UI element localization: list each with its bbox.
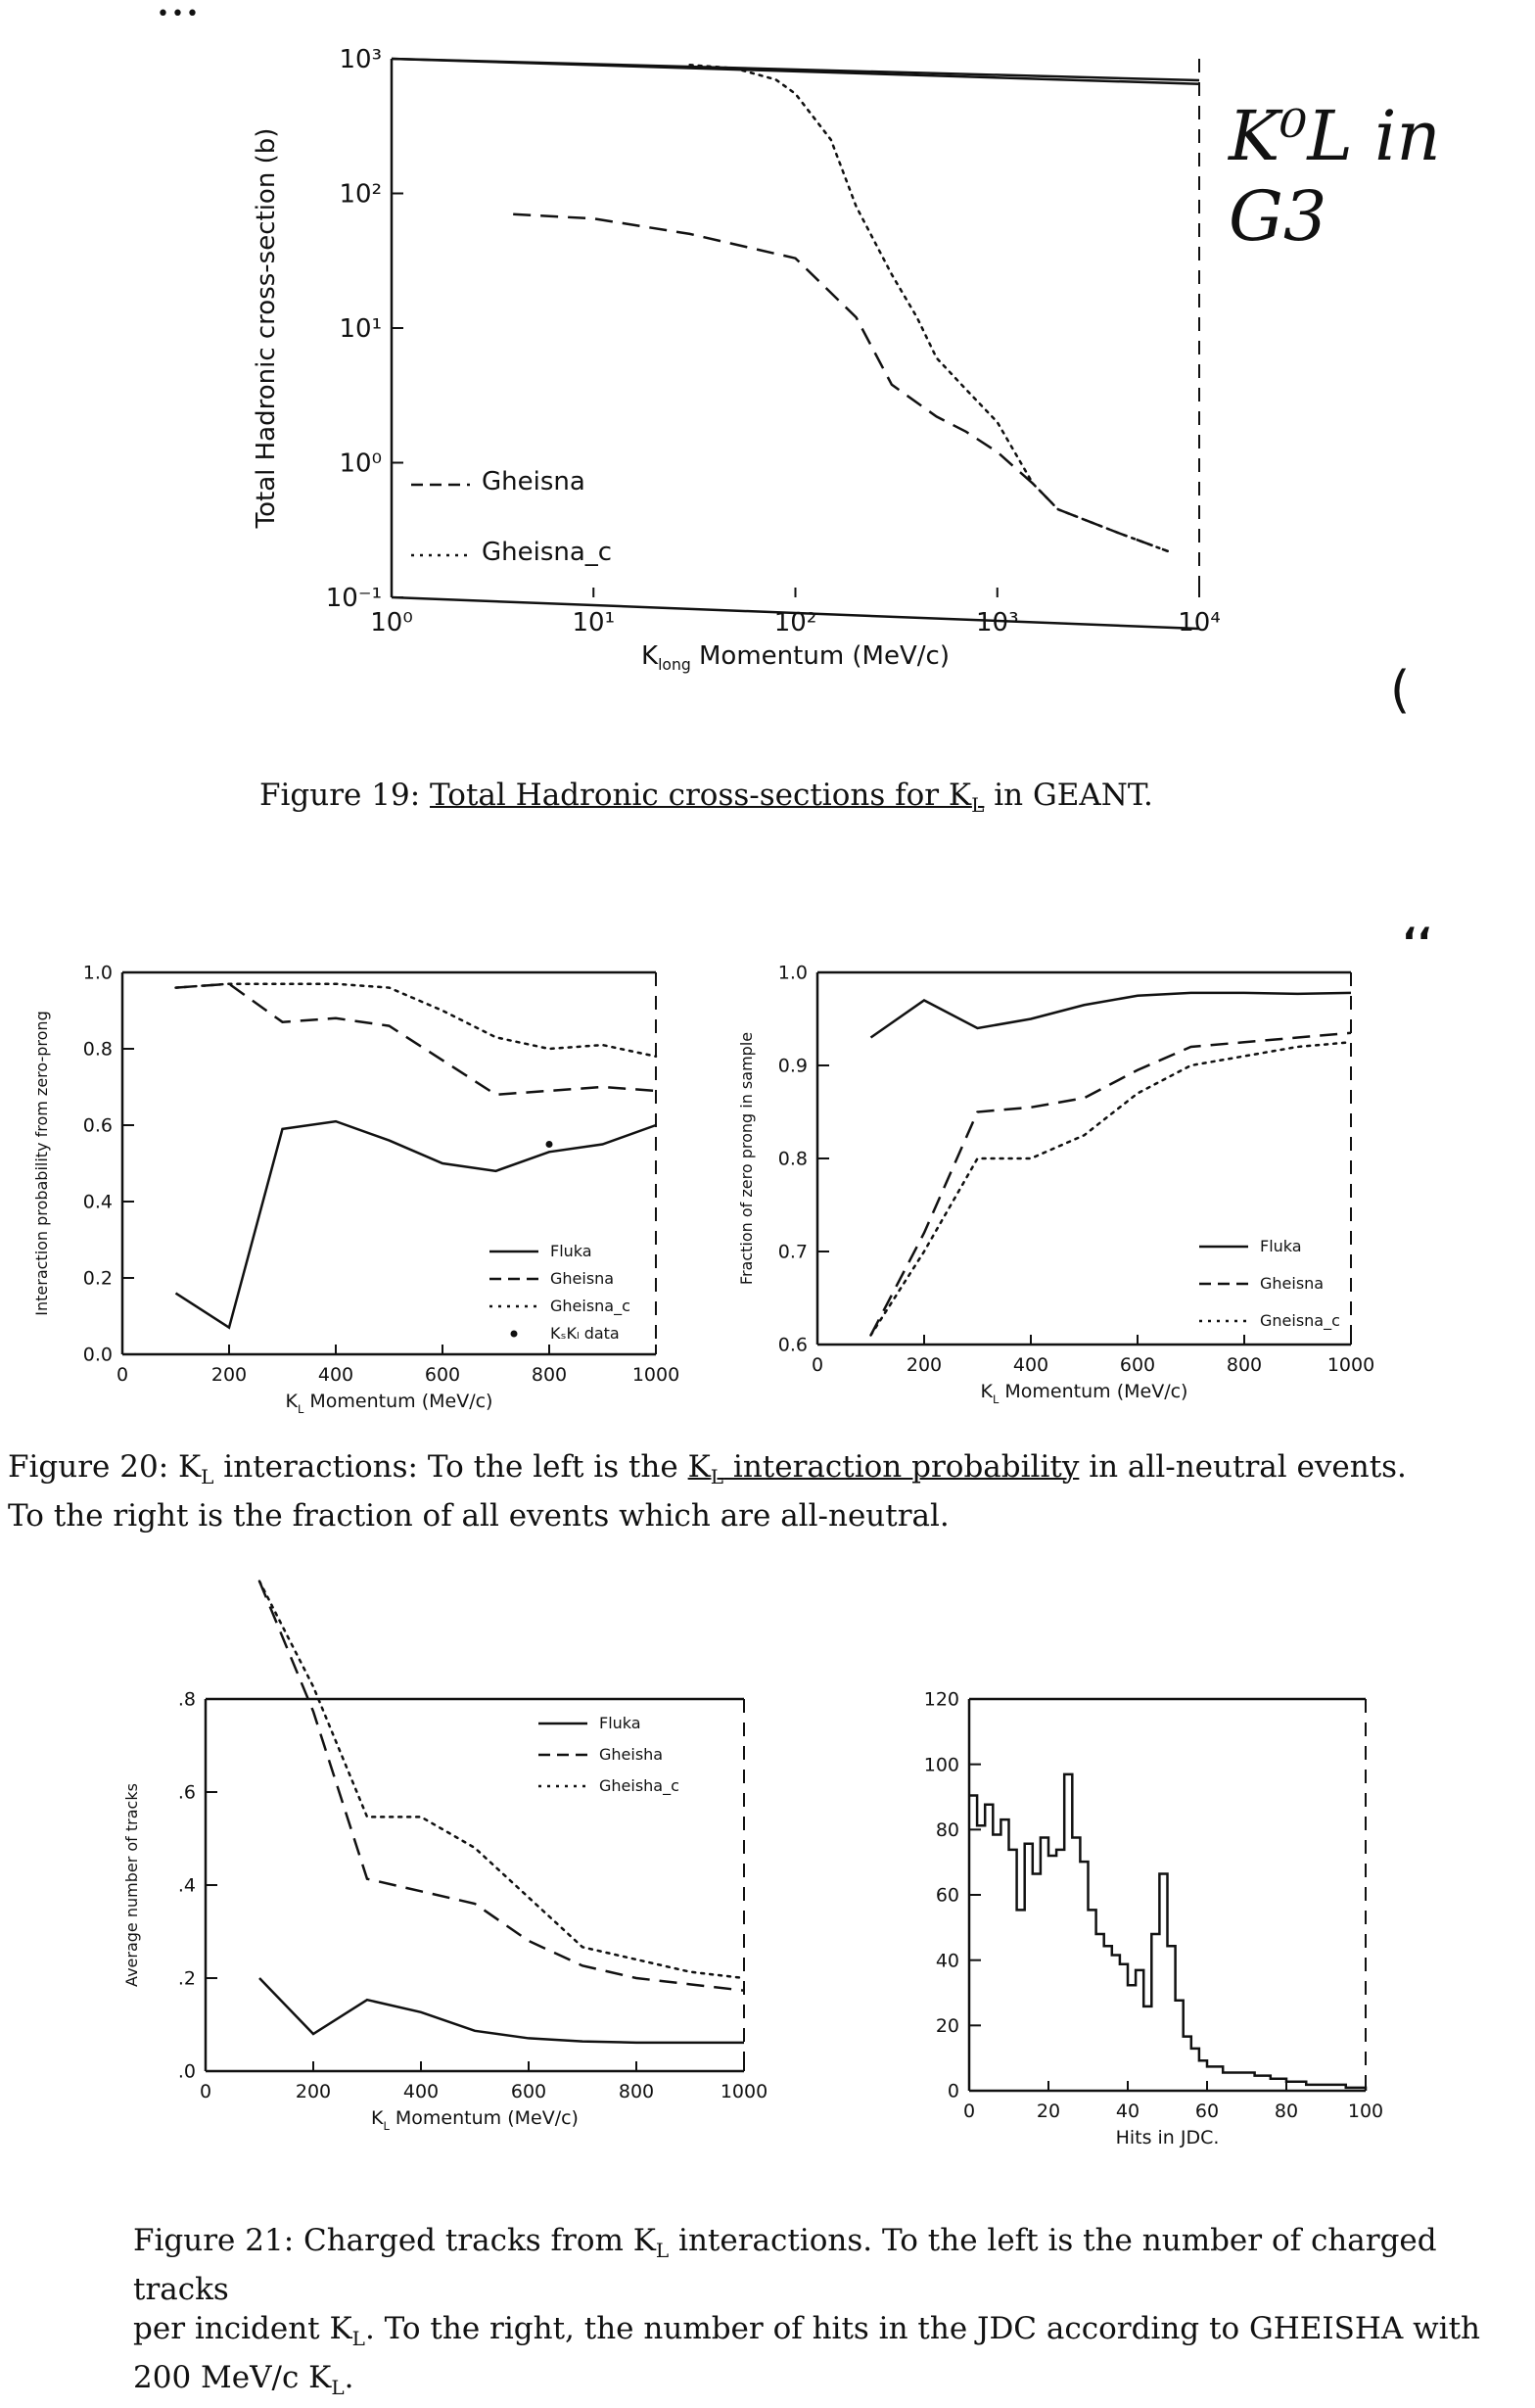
x-tick-label: 400 [1012,1354,1049,1376]
x-tick-label: 800 [618,2081,655,2102]
x-tick-label: 0 [116,1364,129,1386]
series-gheisha-c [690,65,1168,551]
x-tick-label: 40 [1115,2101,1140,2122]
x-tick-label: 10⁴ [1178,608,1221,637]
legend-label: Fluka [550,1242,592,1260]
y-tick-label: 0.7 [777,1241,808,1263]
legend-label: Fluka [599,1714,641,1732]
y-tick-label: 0.4 [82,1191,113,1213]
x-tick-label: 0 [962,2101,976,2122]
handwritten-note: K⁰L in G3 [1229,96,1441,257]
legend-label: Gheisha_c [599,1776,679,1795]
figure-19-caption: Figure 19: Total Hadronic cross-sections for $K_L$ in GEANT. [259,778,1153,818]
y-tick-label: 60 [935,1884,959,1907]
y-tick-label: 0 [947,2080,959,2102]
legend-label: Gheisna_c [482,538,613,567]
margin-paren-mark: ( [1390,661,1411,720]
legend-label: Gheisna_c [550,1297,630,1315]
y-tick-label: 0.6 [777,1334,808,1356]
x-tick-label: 10⁰ [370,608,413,637]
legend-marker [511,1331,518,1338]
figure-20-caption: Figure 20: $K_L$ interactions: To the left is the $K_L$ interaction probability in all-neutral events. To the right is the fraction of all events which are all-neutral. [8,1449,1407,1535]
y-tick-label: 0.2 [82,1267,113,1290]
x-axis-label: $K_{long}$ Momentum (MeV/c) [641,641,950,674]
y-tick-label: 20 [935,2014,959,2037]
y-tick-label: 10⁰ [339,449,382,479]
series-gheisha-c [176,984,657,1057]
x-tick-label: 1000 [720,2081,768,2102]
y-tick-label: 0.9 [777,1055,808,1077]
y-axis-label: Total Hadronic cross-section (b) [252,127,281,529]
series-fluka [259,1978,744,2043]
y-tick-label: 0.8 [82,1038,113,1061]
x-axis-label: $K_L$ Momentum (MeV/c) [371,2107,579,2133]
y-axis-label: Average number of tracks [122,1783,141,1987]
series-gheisha [176,984,657,1095]
y-tick-label: 10² [339,179,382,210]
data-point-k-k-data [546,1141,553,1148]
x-tick-label: 600 [510,2081,547,2102]
x-tick-label: 800 [1226,1354,1263,1376]
y-tick-label: 1.0 [777,962,808,984]
y-tick-label: .6 [177,1781,196,1804]
y-tick-label: .2 [177,1967,196,1990]
y-tick-label: 40 [935,1950,959,1972]
y-tick-label: 1.0 [82,962,113,984]
x-tick-label: 0 [199,2081,212,2102]
y-tick-label: 0.8 [777,1148,808,1170]
y-tick-label: 10³ [339,45,382,75]
x-tick-label: 80 [1274,2101,1299,2122]
x-tick-label: 1000 [1326,1354,1375,1376]
x-tick-label: 10³ [975,608,1019,637]
series-gheisha [513,214,1168,551]
margin-quote-mark: ‘‘ [1402,921,1432,966]
x-tick-label: 600 [1119,1354,1156,1376]
x-axis-label: Hits in JDC. [1115,2127,1220,2148]
legend-label: Gheisna [1260,1274,1325,1293]
figure-20-right-chart [734,938,1380,1413]
figure-20-left-chart [20,938,705,1416]
y-tick-label: .8 [177,1688,196,1711]
x-tick-label: 20 [1036,2101,1061,2122]
y-tick-label: 100 [923,1754,959,1776]
series-upper-line [392,59,1199,84]
x-axis-label: $K_L$ Momentum (MeV/c) [980,1381,1188,1406]
legend-label: Gheisha [599,1745,664,1764]
figure-21-caption: Figure 21: Charged tracks from $K_L$ interactions. To the left is the number of charged tracks per incident $K_L$. To the right, the number of hits in the JDC according to GHEISHA with 200 MeV/c $K_L$. [133,2223,1481,2400]
legend-label: Gneisna_c [1260,1311,1340,1330]
y-tick-label: 0.0 [82,1344,113,1366]
y-tick-label: 10¹ [339,314,382,345]
figure-19-chart [235,29,1253,705]
figure-21-right-chart [871,1679,1419,2184]
x-tick-label: 200 [210,1364,248,1386]
x-tick-label: 100 [1347,2101,1384,2122]
x-tick-label: 10¹ [572,608,616,637]
series-histogram [969,1774,1366,2091]
x-tick-label: 400 [317,1364,354,1386]
y-axis-label: Interaction probability from zero-prong [32,1011,51,1316]
legend-label: Gheisna [550,1269,615,1288]
y-tick-label: 10⁻¹ [325,584,382,614]
legend-label: Fluka [1260,1237,1302,1255]
x-tick-label: 800 [531,1364,568,1386]
x-axis-label: $K_L$ Momentum (MeV/c) [285,1391,493,1416]
x-tick-label: 400 [402,2081,440,2102]
y-tick-label: .4 [177,1874,196,1897]
x-tick-label: 200 [906,1354,943,1376]
x-tick-label: 60 [1194,2101,1220,2122]
x-tick-label: 0 [811,1354,824,1376]
y-tick-label: 80 [935,1818,959,1841]
y-tick-label: 120 [923,1688,959,1711]
legend-label: Gheisna [482,467,585,496]
x-tick-label: 10² [773,608,817,637]
y-axis-label: Fraction of zero prong in sample [737,1031,756,1286]
corner-dots: ••• [157,2,201,26]
x-tick-label: 200 [295,2081,332,2102]
y-tick-label: 0.6 [82,1114,113,1137]
x-tick-label: 600 [424,1364,461,1386]
figure-21-left-chart [108,1679,793,2133]
y-tick-label: .0 [177,2060,196,2083]
legend-label: KₛKₗ data [550,1324,620,1343]
x-tick-label: 1000 [631,1364,680,1386]
series-fluka [871,993,1352,1038]
